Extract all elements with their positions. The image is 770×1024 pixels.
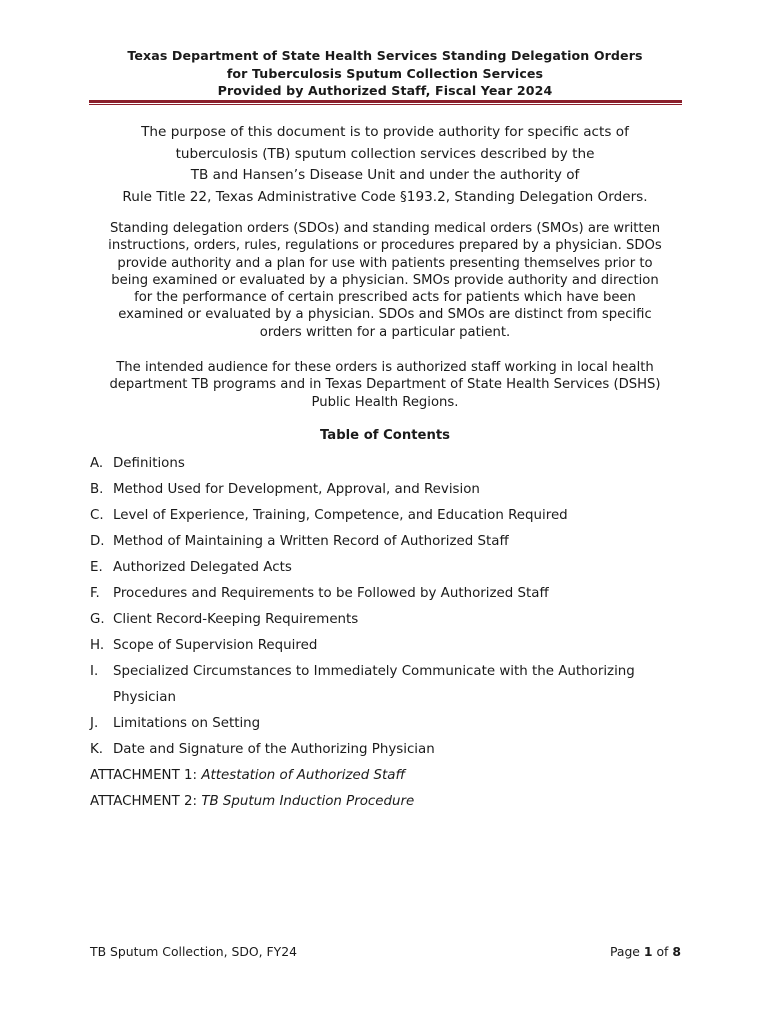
attachment-prefix: ATTACHMENT 2: xyxy=(90,794,202,809)
toc-item-delegated-acts[interactable] xyxy=(90,555,682,581)
toc-item-method-development[interactable] xyxy=(90,477,682,503)
page-total: 8 xyxy=(672,944,681,959)
toc-item-label: Method Used for Development, Approval, and Revision xyxy=(113,482,480,497)
toc-item-label: Specialized Circumstances to Immediately Communicate with the Authorizing Physician xyxy=(113,664,635,705)
sdo-line: provide authority and a plan for use with patients presenting themselves prior to xyxy=(117,255,653,271)
toc-item-label: Level of Experience, Training, Competence, and Education Required xyxy=(113,508,568,523)
sdo-line: instructions, orders, rules, regulations or procedures prepared by a physician. SDOs xyxy=(108,238,662,254)
footer-document-label: TB Sputum Collection, SDO, FY24 xyxy=(90,944,297,959)
title-line-1: Texas Department of State Health Services Standing Delegation Orders xyxy=(127,48,643,63)
toc-attachment-2[interactable] xyxy=(90,789,682,815)
purpose-line: Rule Title 22, Texas Administrative Code §193.2, Standing Delegation Orders. xyxy=(122,188,648,205)
attachment-title: TB Sputum Induction Procedure xyxy=(201,794,415,809)
toc-item-procedures[interactable] xyxy=(90,581,682,607)
sdo-definition-paragraph xyxy=(88,220,682,341)
page-of: of xyxy=(656,944,669,959)
attachment-prefix: ATTACHMENT 1: xyxy=(90,768,202,783)
title-divider-thin xyxy=(89,104,682,105)
purpose-line: TB and Hansen’s Disease Unit and under the authority of xyxy=(190,167,580,184)
purpose-line: The purpose of this document is to provide authority for specific acts of xyxy=(141,124,629,140)
sdo-line: being examined or evaluated by a physician. SMOs provide authority and direction xyxy=(111,272,659,288)
toc-item-written-record[interactable] xyxy=(90,529,682,555)
toc-item-label: Definitions xyxy=(113,456,185,471)
sdo-line: orders written for a particular patient. xyxy=(259,324,511,340)
toc-item-label: Scope of Supervision Required xyxy=(113,638,318,653)
audience-paragraph xyxy=(88,359,682,411)
toc-item-letter: F. xyxy=(90,586,100,601)
sdo-line: examined or evaluated by a physician. SDOs and SMOs are distinct from specific xyxy=(118,307,652,323)
page-current: 1 xyxy=(643,944,653,959)
title-line-3: Provided by Authorized Staff, Fiscal Year 2024 xyxy=(217,83,553,98)
attachment-title: Attestation of Authorized Staff xyxy=(201,768,406,783)
purpose-paragraph xyxy=(90,122,680,208)
toc-item-label: Authorized Delegated Acts xyxy=(113,560,292,575)
audience-line: The intended audience for these orders is authorized staff working in local health xyxy=(116,360,654,375)
toc-item-label: Limitations on Setting xyxy=(113,716,261,731)
purpose-line: tuberculosis (TB) sputum collection services described by the xyxy=(175,145,595,162)
toc-item-letter: H. xyxy=(90,638,105,653)
toc-item-letter: B. xyxy=(90,482,104,497)
toc-item-letter: D. xyxy=(90,534,105,549)
sdo-line: Standing delegation orders (SDOs) and standing medical orders (SMOs) are written xyxy=(109,221,661,236)
footer-page-number xyxy=(610,943,681,961)
toc-item-letter: K. xyxy=(90,742,104,757)
toc-item-supervision[interactable] xyxy=(90,633,682,659)
toc-item-letter: A. xyxy=(90,456,104,471)
toc-item-letter: G. xyxy=(90,612,105,627)
title-divider-thick xyxy=(89,100,682,103)
toc-item-letter: I. xyxy=(90,664,99,679)
toc-item-letter: J. xyxy=(90,716,99,731)
audience-line: department TB programs and in Texas Department of State Health Services (DSHS) xyxy=(109,377,661,393)
toc-item-date-signature[interactable] xyxy=(90,737,682,763)
title-line-2: for Tuberculosis Sputum Collection Services xyxy=(226,65,544,81)
toc-item-letter: E. xyxy=(90,560,103,575)
table-of-contents xyxy=(90,451,682,815)
toc-item-label: Method of Maintaining a Written Record of Authorized Staff xyxy=(113,534,509,549)
toc-item-limitations[interactable] xyxy=(90,711,682,737)
toc-item-experience-training[interactable] xyxy=(90,503,682,529)
audience-line: Public Health Regions. xyxy=(311,394,459,410)
toc-attachment-1[interactable] xyxy=(90,763,682,789)
toc-item-specialized-circumstances[interactable] xyxy=(90,659,682,711)
document-title xyxy=(60,47,710,100)
toc-item-definitions[interactable] xyxy=(90,451,682,477)
toc-item-label: Procedures and Requirements to be Followed by Authorized Staff xyxy=(113,586,549,601)
toc-item-record-keeping[interactable] xyxy=(90,607,682,633)
toc-item-label: Client Record-Keeping Requirements xyxy=(113,612,359,627)
page-word: Page xyxy=(609,944,640,959)
toc-item-letter: C. xyxy=(90,508,104,523)
toc-item-label: Date and Signature of the Authorizing Physician xyxy=(113,742,435,757)
toc-heading: Table of Contents xyxy=(320,428,450,443)
sdo-line: for the performance of certain prescribed acts for patients which have been xyxy=(134,290,636,306)
